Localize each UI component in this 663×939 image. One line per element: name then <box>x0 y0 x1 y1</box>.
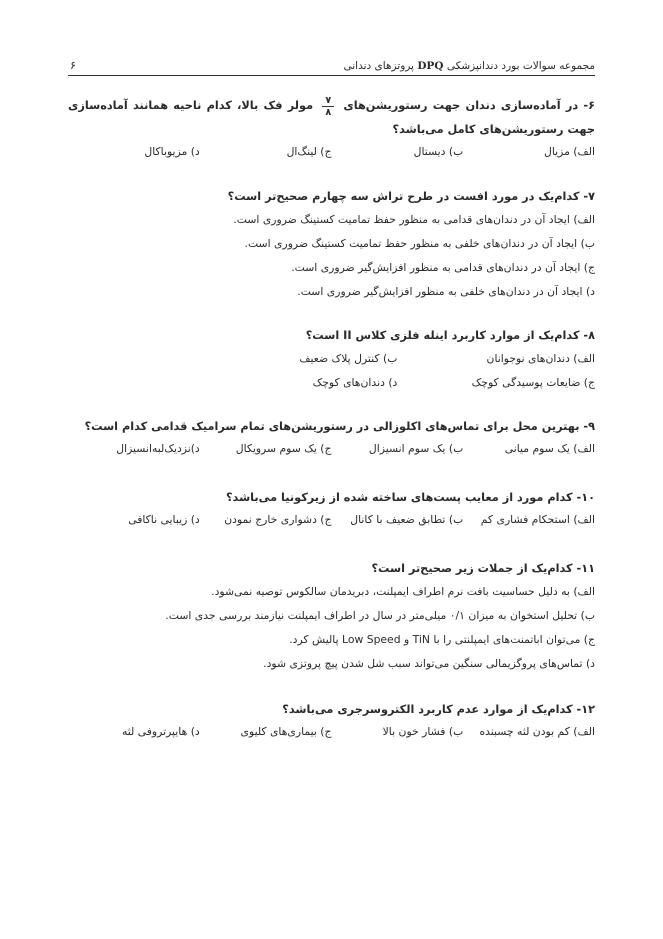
header-code: DPQ <box>417 60 444 72</box>
header-title: مجموعه سوالات بورد دندانپزشکی DPQ پروتزهای دندانی <box>343 60 595 72</box>
option-c: ج) ایجاد آن در دندان‌های قدامی به منظور افزایش‌گیر ضروری است. <box>291 260 595 274</box>
option-a: الف) مزیال <box>544 144 595 158</box>
option-b: ب) یک سوم انسیزال <box>368 441 464 455</box>
option-b: ب) کنترل پلاک ضعیف <box>299 351 398 365</box>
option-a: الف) به دلیل حساسیت بافت نرم اطراف ایمپلنت، دبریدمان سالکوس توصیه نمی‌شود. <box>211 584 595 598</box>
option-d: د) مزیوباکال <box>144 144 200 158</box>
option-c: ج) بیماری‌های کلیوی <box>240 724 332 738</box>
option-b: ب) دیستال <box>413 144 464 158</box>
question-8 <box>68 324 595 395</box>
option-d: د) زیبایی ناکافی <box>128 512 200 526</box>
option-d: د) دندان‌های کوچک <box>312 375 398 389</box>
running-header <box>68 50 595 76</box>
page <box>68 50 595 743</box>
question-9-title: ۹- بهترین محل برای تماس‌های اکلوزالی در رستوریشن‌های تمام سرامیک قدامی کدام است؟ <box>84 419 595 433</box>
question-12-options <box>68 721 595 743</box>
question-6-options <box>68 141 595 163</box>
question-6-title: ۶- در آماده‌سازی دندان جهت رستوریشن‌های $\frac{۷}{۸}$ مولر فک بالا، کدام ناحیه همانند آماده‌سازی جهت رستوریشن‌های کامل می‌باشد؟ <box>68 94 596 136</box>
option-b: ب) فشار خون بالا <box>382 724 464 738</box>
option-c: ج) می‌توان اباتمنت‌های ایمپلنتی را با TiN و Low Speed پالیش کرد. <box>289 632 595 646</box>
option-a: الف) دندان‌های نوجوانان <box>486 351 595 365</box>
question-11 <box>68 557 595 676</box>
question-6 <box>68 94 595 163</box>
question-11-title: ۱۱- کدام‌یک از جملات زیر صحیح‌تر است؟ <box>371 561 595 575</box>
option-a: الف) کم بودن لثه چسبنده <box>479 724 595 738</box>
question-10 <box>68 486 595 531</box>
question-10-title: ۱۰- کدام مورد از معایب پست‌های ساخته شده از زیرکونیا می‌باشد؟ <box>225 490 595 504</box>
question-7-options <box>68 208 595 304</box>
option-b: ب) تطابق ضعیف با کانال <box>350 512 464 526</box>
question-10-options <box>68 509 595 531</box>
question-9 <box>68 415 595 460</box>
question-12-title: ۱۲- کدام‌یک از موارد عدم کاربرد الکتروسرجری می‌باشد؟ <box>282 702 595 716</box>
option-c: ج) یک سوم سرویکال <box>235 441 332 455</box>
option-a: الف) ایجاد آن در دندان‌های قدامی به منظور حفظ تمامیت کستینگ ضروری است. <box>233 212 595 226</box>
question-7-title: ۷- کدام‌یک در مورد افست در طرح تراش سه چهارم صحیح‌تر است؟ <box>227 189 595 203</box>
option-a: الف) یک سوم میانی <box>504 441 595 455</box>
option-d: د) ایجاد آن در دندان‌های خلفی به منظور افزایش‌گیر ضروری است. <box>297 284 595 298</box>
option-b: ب) تحلیل استخوان به میزان ۰/۱ میلی‌متر در سال در اطراف ایمپلنت نیازمند بررسی جدی است. <box>165 608 595 622</box>
option-c: ج) دشواری خارج نمودن <box>224 512 332 526</box>
question-11-options <box>68 580 595 676</box>
question-9-options <box>68 438 595 460</box>
option-a: الف) استحکام فشاری کم <box>480 512 595 526</box>
option-d: د) هایپرتروفی لثه <box>121 724 200 738</box>
option-d: د)نزدیک‌لبه‌انسیزال <box>116 441 200 455</box>
option-d: د) تماس‌های پروگزیمالی سنگین می‌تواند سبب شل شدن پیچ پروتزی شود. <box>263 656 595 670</box>
fraction: $\frac{۷}{۸}$ <box>322 95 334 118</box>
option-c: ج) لینگ‌ال <box>286 144 332 158</box>
option-b: ب) ایجاد آن در دندان‌های خلفی به منظور حفظ تمامیت کستینگ ضروری است. <box>244 236 595 250</box>
question-12 <box>68 698 595 743</box>
question-8-title: ۸- کدام‌یک از موارد کاربرد اینله فلزی کلاس II است؟ <box>305 328 595 342</box>
option-c: ج) ضایعات پوسیدگی کوچک <box>471 375 595 389</box>
page-number: ۶ <box>70 59 76 72</box>
question-8-options <box>200 347 595 395</box>
question-7 <box>68 185 595 304</box>
